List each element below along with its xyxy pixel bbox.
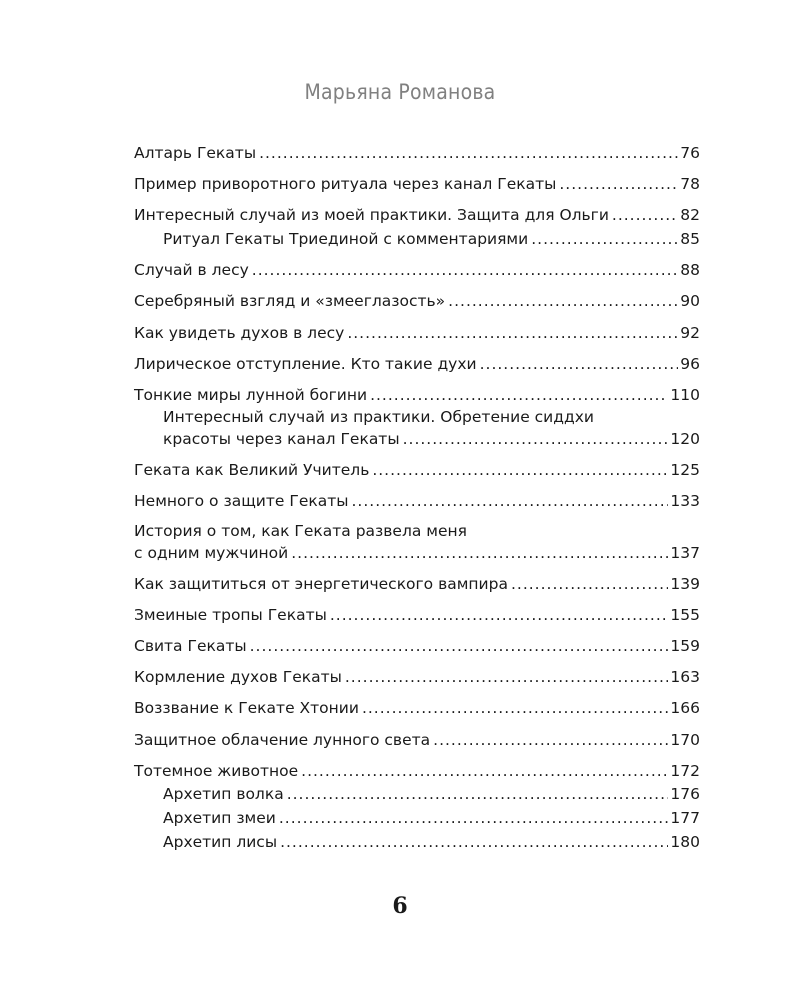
- toc-entry-title: Архетип лисы: [163, 833, 278, 851]
- toc-entry[interactable]: [134, 228, 700, 250]
- toc-entry[interactable]: [134, 807, 700, 829]
- dot-leader: [511, 573, 668, 595]
- toc-entry-page: 159: [670, 637, 700, 655]
- toc-entry[interactable]: [134, 697, 700, 719]
- toc-entry-page: 96: [680, 355, 700, 373]
- toc-entry[interactable]: [134, 459, 700, 481]
- toc-entry[interactable]: [134, 604, 700, 626]
- toc-entry-page: 78: [680, 175, 700, 193]
- toc-entry-title: Алтарь Гекаты: [134, 144, 257, 162]
- toc-entry[interactable]: [134, 490, 700, 512]
- toc-entry-title: Свита Гекаты: [134, 637, 247, 655]
- toc-entry-page: 82: [680, 206, 700, 224]
- toc-entry-page: 88: [680, 261, 700, 279]
- dot-leader: [330, 604, 669, 626]
- toc-entry-page: 177: [670, 809, 700, 827]
- dot-leader: [279, 807, 669, 829]
- dot-leader: [362, 697, 668, 719]
- toc-entry-title: Лирическое отступление. Кто такие духи: [134, 355, 477, 373]
- toc-entry[interactable]: [134, 573, 700, 595]
- toc-entry-page: 176: [670, 785, 700, 803]
- dot-leader: [287, 783, 669, 805]
- toc-entry-page: 92: [680, 324, 700, 342]
- toc-entry[interactable]: [134, 635, 700, 657]
- dot-leader: [372, 459, 668, 481]
- toc-entry-title: Змеиные тропы Гекаты: [134, 606, 327, 624]
- page-number: 6: [392, 893, 408, 919]
- dot-leader: [250, 635, 669, 657]
- dot-leader: [352, 490, 669, 512]
- toc-entry-page: 137: [670, 544, 700, 562]
- toc-entry[interactable]: [134, 406, 700, 450]
- dot-leader: [448, 290, 678, 312]
- toc-entry-page: 170: [670, 731, 700, 749]
- dot-leader: [291, 542, 668, 564]
- toc-entry-title: Геката как Великий Учитель: [134, 461, 370, 479]
- toc-entry-title-line: Интересный случай из практики. Обретение сиддхи: [163, 408, 594, 426]
- dot-leader: [280, 831, 668, 853]
- toc-entry-page: 90: [680, 292, 700, 310]
- dot-leader: [259, 142, 678, 164]
- toc-entry-page: 110: [670, 386, 700, 404]
- toc-entry-title: Как увидеть духов в лесу: [134, 324, 345, 342]
- toc-entry-title-line: История о том, как Геката развела меня: [134, 522, 467, 540]
- toc-entry-page: 133: [670, 492, 700, 510]
- toc-entry-title: с одним мужчиной: [134, 544, 289, 562]
- toc-entry[interactable]: [134, 760, 700, 782]
- toc-entry-page: 120: [670, 430, 700, 448]
- toc-entry-title: Архетип змеи: [163, 809, 276, 827]
- toc-entry-title: Интересный случай из моей практики. Защита для Ольги: [134, 206, 609, 224]
- toc-entry-page: 166: [670, 699, 700, 717]
- dot-leader: [559, 173, 678, 195]
- toc-entry-title: Архетип волка: [163, 785, 284, 803]
- toc-entry-page: 163: [670, 668, 700, 686]
- dot-leader: [433, 729, 668, 751]
- toc-entry[interactable]: [134, 259, 700, 281]
- toc-entry-page: 172: [670, 762, 700, 780]
- dot-leader: [370, 384, 668, 406]
- toc-entry[interactable]: [134, 520, 700, 564]
- toc-entry[interactable]: [134, 322, 700, 344]
- toc-entry-title: Случай в лесу: [134, 261, 249, 279]
- toc-entry-title: Как защититься от энергетического вампира: [134, 575, 508, 593]
- toc-entry[interactable]: [134, 384, 700, 406]
- dot-leader: [480, 353, 679, 375]
- toc-entry-title: Ритуал Гекаты Триединой с комментариями: [163, 230, 529, 248]
- toc-entry-title: Тонкие миры лунной богини: [134, 386, 368, 404]
- toc-entry-page: 125: [670, 461, 700, 479]
- toc-entry-page: 139: [670, 575, 700, 593]
- dot-leader: [345, 666, 669, 688]
- dot-leader: [252, 259, 679, 281]
- toc-entry-page: 85: [680, 230, 700, 248]
- dot-leader: [347, 322, 678, 344]
- toc-entry[interactable]: [134, 204, 700, 226]
- dot-leader: [531, 228, 678, 250]
- toc-entry[interactable]: [134, 666, 700, 688]
- toc-entry-title: Защитное облачение лунного света: [134, 731, 431, 749]
- toc-entry[interactable]: [134, 783, 700, 805]
- toc-entry-title: Воззвание к Гекате Хтонии: [134, 699, 359, 717]
- toc-entry-title: красоты через канал Гекаты: [163, 430, 400, 448]
- dot-leader: [301, 760, 668, 782]
- dot-leader: [612, 204, 678, 226]
- toc-entry[interactable]: [134, 173, 700, 195]
- toc-entry[interactable]: [134, 142, 700, 164]
- toc-entry-title: Немного о защите Гекаты: [134, 492, 349, 510]
- toc-entry-title: Пример приворотного ритуала через канал Гекаты: [134, 175, 557, 193]
- toc-entry-title: Кормление духов Гекаты: [134, 668, 342, 686]
- toc-entry[interactable]: [134, 353, 700, 375]
- toc-entry[interactable]: [134, 290, 700, 312]
- toc-entry-title: Тотемное животное: [134, 762, 299, 780]
- dot-leader: [403, 428, 669, 450]
- toc-entry-page: 180: [670, 833, 700, 851]
- toc-entry[interactable]: [134, 729, 700, 751]
- toc-entry-page: 155: [670, 606, 700, 624]
- running-header-author: Марьяна Романова: [304, 80, 496, 104]
- toc-entry[interactable]: [134, 831, 700, 853]
- toc-entry-page: 76: [680, 144, 700, 162]
- toc-entry-title: Серебряный взгляд и «змееглазость»: [134, 292, 446, 310]
